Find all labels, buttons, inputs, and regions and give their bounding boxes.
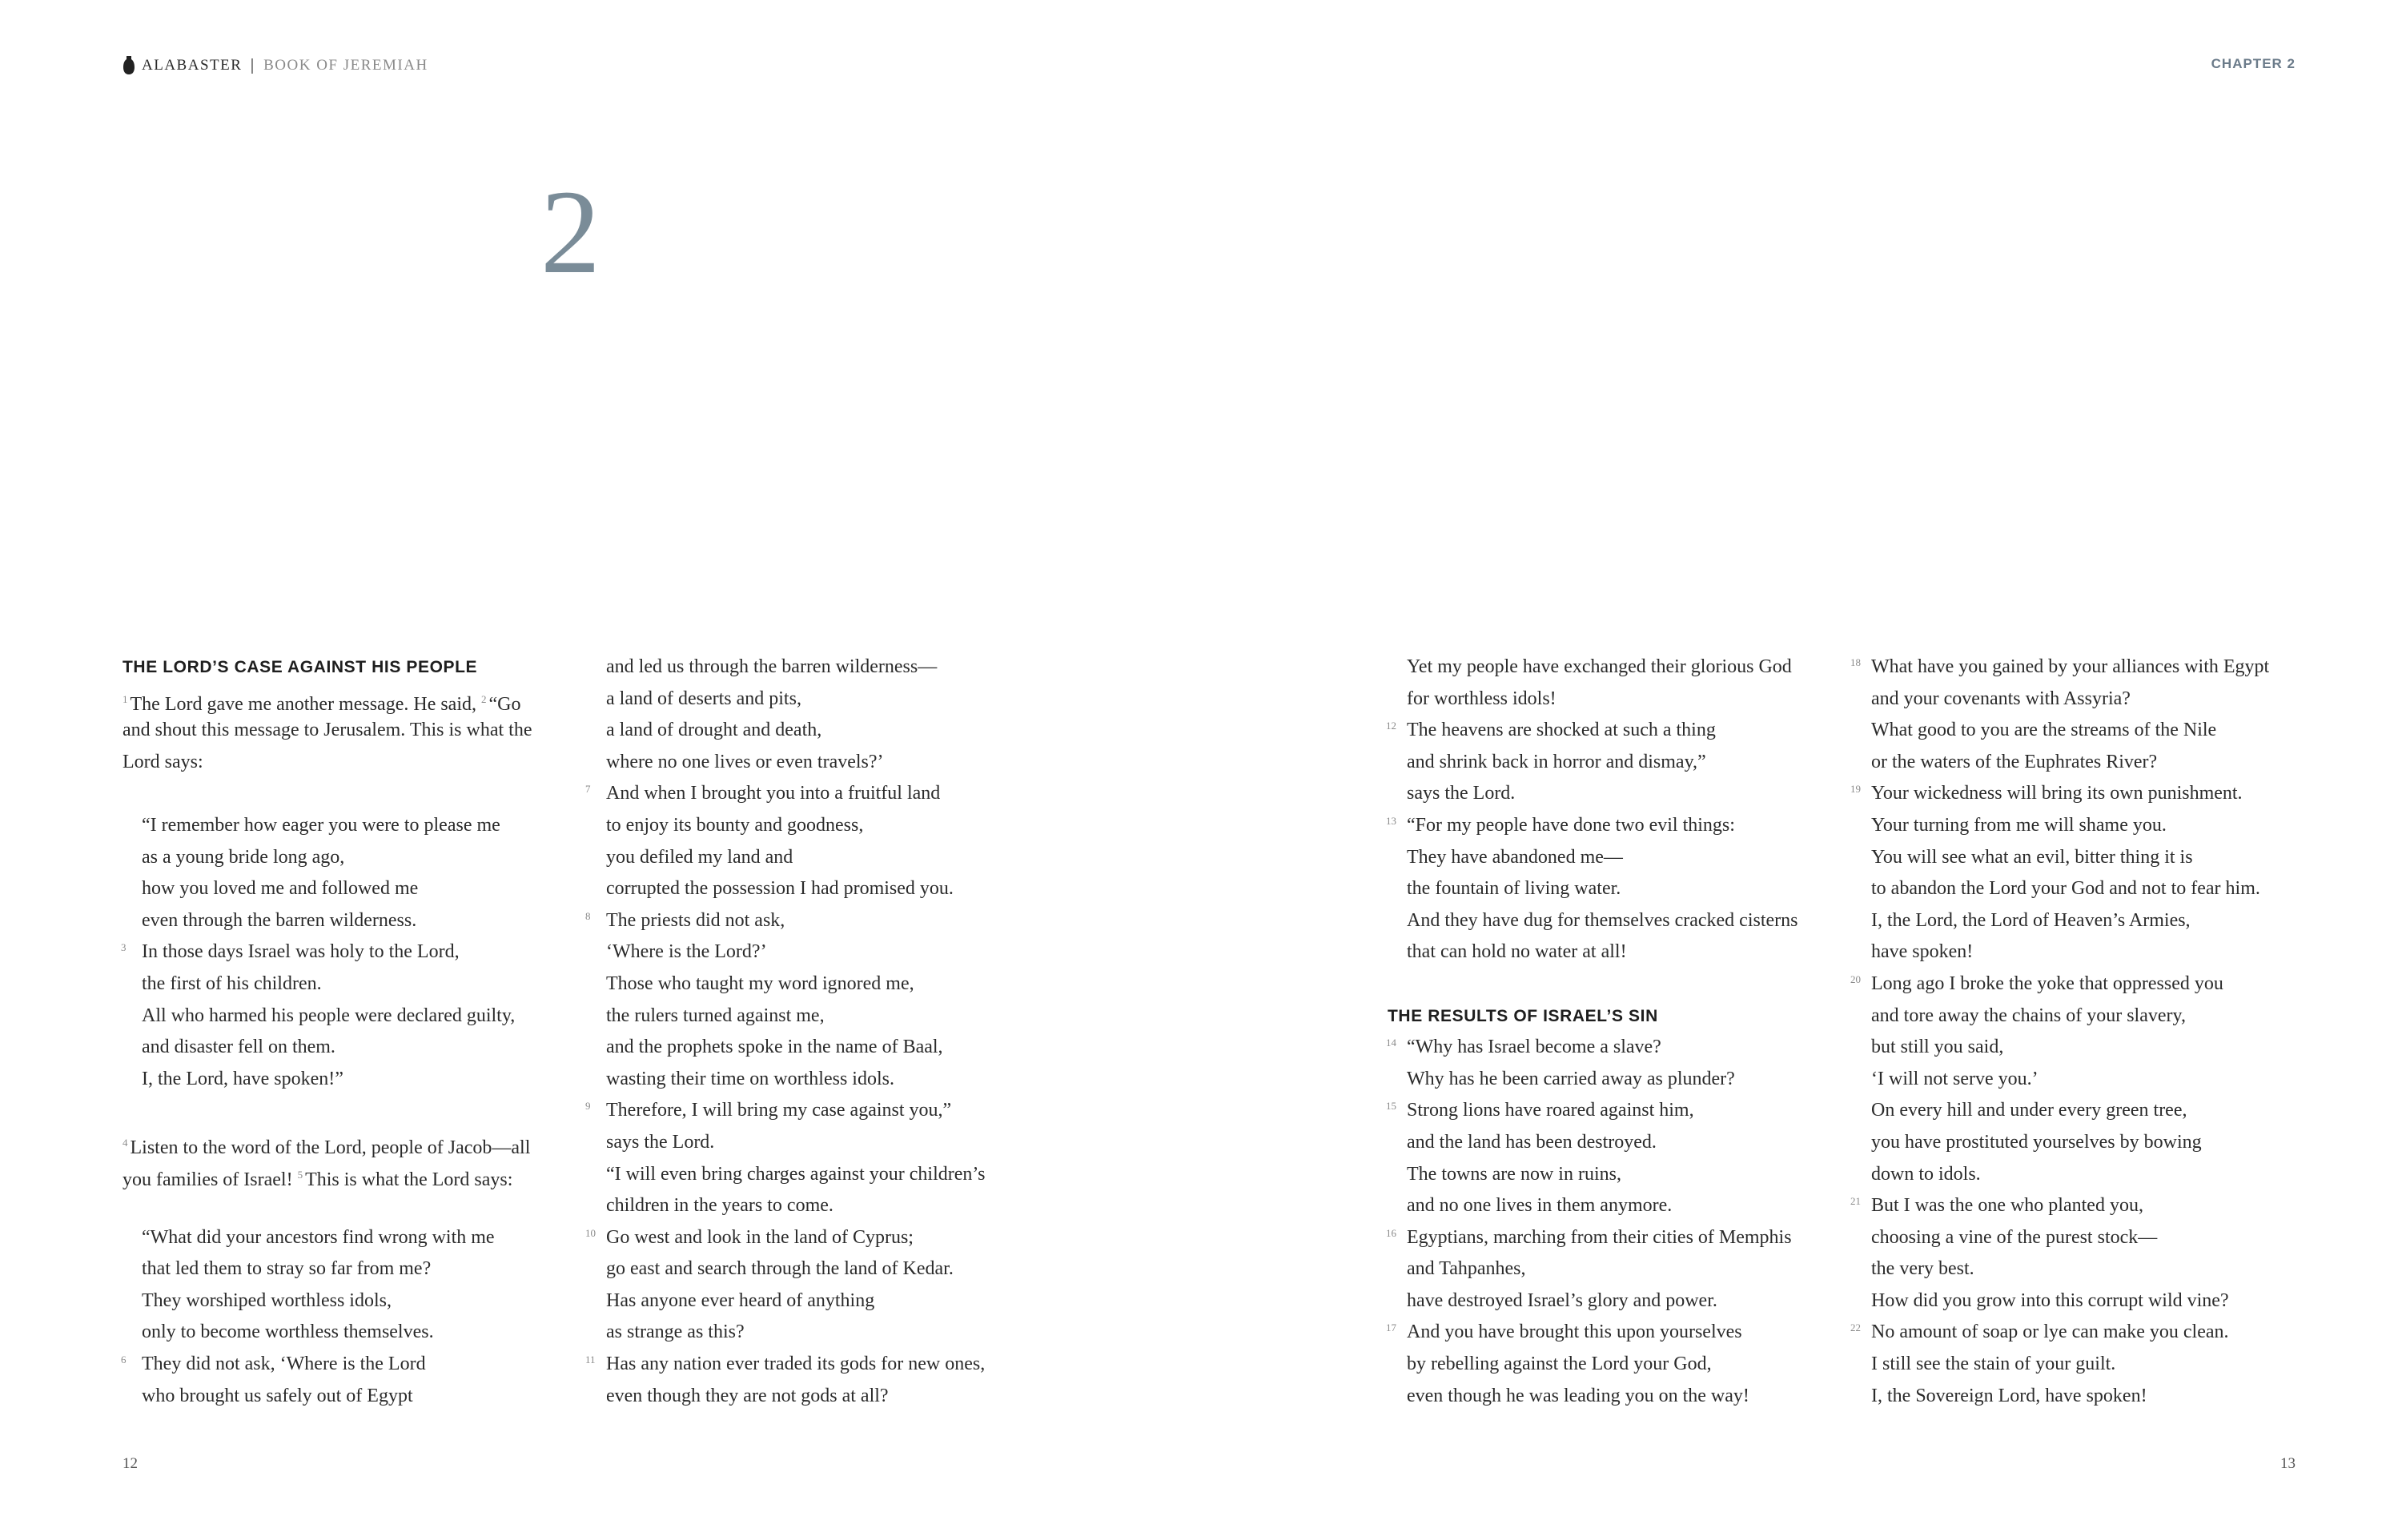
- poetry-line: [1852, 969, 2324, 1001]
- blank-line: [123, 1095, 595, 1127]
- verse-text: I, the Lord, the Lord of Heaven’s Armies,: [1871, 909, 2191, 931]
- poetry-line: [1388, 1032, 1860, 1064]
- poetry-line: [1852, 1190, 2324, 1222]
- verse-text: ‘Where is the Lord?’: [606, 941, 767, 963]
- verse-text: down to idols.: [1871, 1163, 1981, 1185]
- poetry-line: [123, 810, 595, 842]
- verse-number: 17: [1386, 1321, 1396, 1334]
- verse-text: “What did your ancestors find wrong with me: [142, 1226, 495, 1248]
- poetry-line: [1852, 905, 2324, 937]
- verse-text: ‘I will not serve you.’: [1871, 1068, 2038, 1089]
- verse-text: even through the barren wilderness.: [142, 909, 417, 931]
- verse-text: you families of Israel!: [123, 1169, 298, 1190]
- verse-number: 20: [1850, 973, 1861, 985]
- poetry-line: [1852, 1159, 2324, 1191]
- poetry-line: [123, 1381, 595, 1413]
- verse-text: What good to you are the streams of the Nile: [1871, 720, 2217, 741]
- poetry-line: [1388, 873, 1860, 905]
- verse-text: This is what the Lord says:: [305, 1169, 513, 1190]
- poetry-line: [587, 652, 1059, 684]
- verse-number: 16: [1386, 1226, 1396, 1239]
- poetry-line: [587, 1190, 1059, 1222]
- poetry-line: [123, 905, 595, 937]
- verse-text: to abandon the Lord your God and not to fear him.: [1871, 878, 2260, 900]
- verse-text: Why has he been carried away as plunder?: [1407, 1068, 1735, 1089]
- verse-text: to enjoy its bounty and goodness,: [606, 814, 864, 836]
- verse-text: Those who taught my word ignored me,: [606, 973, 914, 994]
- verse-text: and shrink back in horror and dismay,”: [1407, 751, 1706, 772]
- poetry-line: [587, 778, 1059, 810]
- verse-text: But I was the one who planted you,: [1871, 1195, 2143, 1217]
- poetry-line: [123, 1253, 595, 1285]
- verse-number: 4: [123, 1136, 128, 1149]
- verse-text: even though they are not gods at all?: [606, 1385, 889, 1406]
- verse-number: 1: [123, 692, 128, 705]
- verse-text: In those days Israel was holy to the Lord,: [142, 941, 460, 963]
- verse-text: but still you said,: [1871, 1037, 2004, 1058]
- poetry-line: [587, 905, 1059, 937]
- verse-text: Has anyone ever heard of anything: [606, 1289, 875, 1311]
- poetry-line: [123, 1349, 595, 1381]
- verse-text: and disaster fell on them.: [142, 1037, 335, 1058]
- poetry-line: [1852, 936, 2324, 969]
- poetry-line: [587, 1381, 1059, 1413]
- verse-text: Your turning from me will shame you.: [1871, 814, 2167, 836]
- verse-text: choosing a vine of the purest stock—: [1871, 1226, 2158, 1248]
- verse-text: Go west and look in the land of Cyprus;: [606, 1226, 914, 1248]
- poetry-line: [587, 969, 1059, 1001]
- verse-text: How did you grow into this corrupt wild vine?: [1871, 1289, 2229, 1311]
- poetry-line: [1388, 1190, 1860, 1222]
- verse-text: that led them to stray so far from me?: [142, 1258, 432, 1280]
- brand-name: ALABASTER: [142, 57, 243, 74]
- verse-text: and tore away the chains of your slavery,: [1871, 1005, 2186, 1026]
- verse-text: Has any nation ever traded its gods for new ones,: [606, 1354, 986, 1375]
- poetry-line: [1388, 936, 1860, 969]
- poetry-line: [587, 1222, 1059, 1254]
- verse-text: have spoken!: [1871, 941, 1974, 963]
- verse-text: The heavens are shocked at such a thing: [1407, 720, 1716, 741]
- verse-number: 18: [1850, 656, 1861, 668]
- poetry-line: [587, 810, 1059, 842]
- poetry-line: [1388, 905, 1860, 937]
- poetry-line: [587, 1159, 1059, 1191]
- poetry-line: [587, 1032, 1059, 1064]
- poetry-line: [1852, 778, 2324, 810]
- verse-text: for worthless idols!: [1407, 688, 1556, 709]
- verse-number: 5: [297, 1168, 303, 1181]
- verse-number: 14: [1386, 1037, 1396, 1049]
- verse-text: And you have brought this upon yourselves: [1407, 1321, 1742, 1343]
- poetry-line: [1852, 1285, 2324, 1317]
- poetry-line: [123, 1032, 595, 1064]
- verse-text: I, the Lord, have spoken!”: [142, 1068, 343, 1089]
- verse-text: wasting their time on worthless idols.: [606, 1068, 894, 1089]
- poetry-line: [587, 1253, 1059, 1285]
- running-header: [123, 56, 428, 75]
- poetry-line: [1388, 1253, 1860, 1285]
- verse-text: Your wickedness will bring its own punishment.: [1871, 783, 2243, 804]
- verse-number: 15: [1386, 1100, 1396, 1113]
- verse-text: Lord says:: [123, 751, 203, 772]
- verse-text: “I remember how eager you were to please me: [142, 814, 500, 836]
- poetry-line: [1852, 684, 2324, 716]
- verse-text: I, the Sovereign Lord, have spoken!: [1871, 1385, 2147, 1406]
- poetry-line: [1852, 842, 2324, 874]
- poetry-line: [587, 1127, 1059, 1159]
- verse-text: you defiled my land and: [606, 846, 793, 868]
- poetry-line: [1852, 652, 2324, 684]
- verse-text: the first of his children.: [142, 973, 322, 994]
- alabaster-jar-icon: [123, 56, 135, 75]
- poetry-line: [1852, 1222, 2324, 1254]
- text-column-1: [123, 652, 595, 1412]
- verse-text: The Lord gave me another message. He said,: [130, 693, 482, 715]
- poetry-line: [1388, 747, 1860, 779]
- poetry-line: [587, 684, 1059, 716]
- verse-text: have destroyed Israel’s glory and power.: [1407, 1289, 1717, 1311]
- poetry-line: [1388, 1127, 1860, 1159]
- verse-text: a land of deserts and pits,: [606, 688, 801, 709]
- verse-text: the fountain of living water.: [1407, 878, 1621, 900]
- verse-number: 11: [585, 1354, 596, 1366]
- prose-line: [123, 1127, 595, 1159]
- verse-text: Yet my people have exchanged their glorious God: [1407, 656, 1792, 677]
- verse-text: and the land has been destroyed.: [1407, 1131, 1657, 1153]
- verse-number: 10: [585, 1226, 596, 1239]
- poetry-line: [587, 1285, 1059, 1317]
- verse-text: Therefore, I will bring my case against you,”: [606, 1100, 952, 1121]
- verse-number: 3: [121, 941, 127, 954]
- blank-line: [123, 778, 595, 810]
- verse-number: 7: [585, 783, 591, 796]
- verse-number: 2: [481, 692, 487, 705]
- poetry-line: [587, 1349, 1059, 1381]
- verse-text: the very best.: [1871, 1258, 1974, 1280]
- verse-text: children in the years to come.: [606, 1195, 833, 1217]
- verse-text: No amount of soap or lye can make you clean.: [1871, 1321, 2229, 1343]
- verse-text: I still see the stain of your guilt.: [1871, 1354, 2116, 1375]
- poetry-line: [587, 936, 1059, 969]
- section-heading: THE RESULTS OF ISRAEL’S SIN: [1388, 1006, 1658, 1025]
- verse-text: On every hill and under every green tree,: [1871, 1100, 2187, 1121]
- poetry-line: [1852, 715, 2324, 747]
- verse-text: Strong lions have roared against him,: [1407, 1100, 1694, 1121]
- verse-number: 19: [1850, 783, 1861, 796]
- poetry-line: [1388, 1095, 1860, 1127]
- verse-text: where no one lives or even travels?’: [606, 751, 884, 772]
- header-separator: |: [250, 56, 256, 74]
- verse-text: and led us through the barren wilderness—: [606, 656, 938, 677]
- verse-number: 13: [1386, 814, 1396, 827]
- text-column-3: [1388, 652, 1860, 1412]
- verse-text: What have you gained by your alliances with Egypt: [1871, 656, 2270, 677]
- verse-text: as strange as this?: [606, 1321, 745, 1343]
- verse-number: 22: [1850, 1321, 1861, 1334]
- verse-number: 8: [585, 909, 591, 922]
- section-heading: THE LORD’S CASE AGAINST HIS PEOPLE: [123, 658, 478, 676]
- verse-text: The towns are now in ruins,: [1407, 1163, 1621, 1185]
- verse-text: who brought us safely out of Egypt: [142, 1385, 413, 1406]
- poetry-line: [1852, 1064, 2324, 1096]
- verse-text: They worshiped worthless idols,: [142, 1289, 392, 1311]
- verse-text: “Why has Israel become a slave?: [1407, 1037, 1661, 1058]
- poetry-line: [123, 936, 595, 969]
- poetry-line: [1852, 1317, 2324, 1349]
- poetry-line: [1388, 1381, 1860, 1413]
- poetry-line: [1852, 1095, 2324, 1127]
- verse-text: You will see what an evil, bitter thing it is: [1871, 846, 2193, 868]
- verse-text: a land of drought and death,: [606, 720, 822, 741]
- verse-text: All who harmed his people were declared guilty,: [142, 1005, 516, 1026]
- poetry-line: [1852, 1381, 2324, 1413]
- page-number-left: 12: [123, 1455, 138, 1472]
- verse-text: you have prostituted yourselves by bowing: [1871, 1131, 2202, 1153]
- verse-text: and your covenants with Assyria?: [1871, 688, 2131, 709]
- poetry-line: [123, 873, 595, 905]
- poetry-line: [587, 1317, 1059, 1349]
- poetry-line: [1388, 842, 1860, 874]
- verse-text: Listen to the word of the Lord, people of Jacob—all: [130, 1137, 531, 1158]
- verse-text: “Go: [488, 693, 521, 715]
- poetry-line: [587, 842, 1059, 874]
- verse-text: or the waters of the Euphrates River?: [1871, 751, 2158, 772]
- book-title: BOOK OF JEREMIAH: [263, 57, 428, 74]
- verse-text: that can hold no water at all!: [1407, 941, 1627, 963]
- verse-number: 12: [1386, 720, 1396, 732]
- poetry-line: [1388, 778, 1860, 810]
- verse-text: The priests did not ask,: [606, 909, 785, 931]
- poetry-line: [587, 715, 1059, 747]
- poetry-line: [587, 747, 1059, 779]
- verse-text: by rebelling against the Lord your God,: [1407, 1354, 1712, 1375]
- text-column-4: [1852, 652, 2324, 1412]
- poetry-line: [1388, 1317, 1860, 1349]
- poetry-line: [123, 1064, 595, 1096]
- poetry-line: [1852, 1127, 2324, 1159]
- verse-text: and shout this message to Jerusalem. This is what the: [123, 720, 532, 741]
- page-number-right: 13: [2280, 1455, 2296, 1472]
- poetry-line: [1388, 652, 1860, 684]
- verse-text: only to become worthless themselves.: [142, 1321, 434, 1343]
- poetry-line: [587, 1064, 1059, 1096]
- poetry-line: [123, 1222, 595, 1254]
- verse-text: how you loved me and followed me: [142, 878, 419, 900]
- blank-line: [1388, 969, 1860, 1001]
- poetry-line: [1852, 1349, 2324, 1381]
- poetry-line: [123, 1317, 595, 1349]
- poetry-line: [1388, 715, 1860, 747]
- verse-text: go east and search through the land of Kedar.: [606, 1258, 954, 1280]
- poetry-line: [587, 873, 1059, 905]
- poetry-line: [123, 1285, 595, 1317]
- verse-text: corrupted the possession I had promised you.: [606, 878, 954, 900]
- verse-text: Long ago I broke the yoke that oppressed you: [1871, 973, 2223, 994]
- poetry-line: [1388, 1064, 1860, 1096]
- poetry-line: [587, 1095, 1059, 1127]
- verse-text: and Tahpanhes,: [1407, 1258, 1526, 1280]
- poetry-line: [1388, 1349, 1860, 1381]
- poetry-line: [1852, 873, 2324, 905]
- verse-text: says the Lord.: [606, 1131, 715, 1153]
- poetry-line: [123, 969, 595, 1001]
- poetry-line: [1388, 1159, 1860, 1191]
- poetry-line: [123, 1001, 595, 1033]
- chapter-number: 2: [540, 166, 600, 299]
- poetry-line: [1852, 747, 2324, 779]
- poetry-line: [123, 842, 595, 874]
- verse-text: Egyptians, marching from their cities of Memphis: [1407, 1226, 1792, 1248]
- verse-text: the rulers turned against me,: [606, 1005, 825, 1026]
- poetry-line: [1388, 684, 1860, 716]
- prose-line: [123, 715, 595, 747]
- verse-text: and no one lives in them anymore.: [1407, 1195, 1673, 1217]
- verse-text: “For my people have done two evil things:: [1407, 814, 1735, 836]
- verse-text: And when I brought you into a fruitful land: [606, 783, 941, 804]
- verse-text: And they have dug for themselves cracked cisterns: [1407, 909, 1798, 931]
- chapter-label: CHAPTER 2: [2211, 56, 2296, 71]
- verse-text: says the Lord.: [1407, 783, 1516, 804]
- poetry-line: [587, 1001, 1059, 1033]
- poetry-line: [1388, 1222, 1860, 1254]
- verse-text: They have abandoned me—: [1407, 846, 1623, 868]
- verse-text: “I will even bring charges against your children’s: [606, 1163, 986, 1185]
- prose-line: [123, 747, 595, 779]
- poetry-line: [1852, 1032, 2324, 1064]
- poetry-line: [1388, 810, 1860, 842]
- blank-line: [123, 1190, 595, 1222]
- prose-line: [123, 684, 595, 716]
- verse-number: 9: [585, 1100, 591, 1113]
- poetry-line: [1388, 1285, 1860, 1317]
- verse-text: They did not ask, ‘Where is the Lord: [142, 1354, 426, 1375]
- prose-line: [123, 1159, 595, 1191]
- verse-text: even though he was leading you on the way!: [1407, 1385, 1749, 1406]
- verse-text: as a young bride long ago,: [142, 846, 345, 868]
- poetry-line: [1852, 810, 2324, 842]
- poetry-line: [1852, 1253, 2324, 1285]
- verse-number: 21: [1850, 1195, 1861, 1208]
- text-column-2: [587, 652, 1059, 1412]
- verse-text: and the prophets spoke in the name of Baal,: [606, 1037, 943, 1058]
- poetry-line: [1852, 1001, 2324, 1033]
- verse-number: 6: [121, 1354, 127, 1366]
